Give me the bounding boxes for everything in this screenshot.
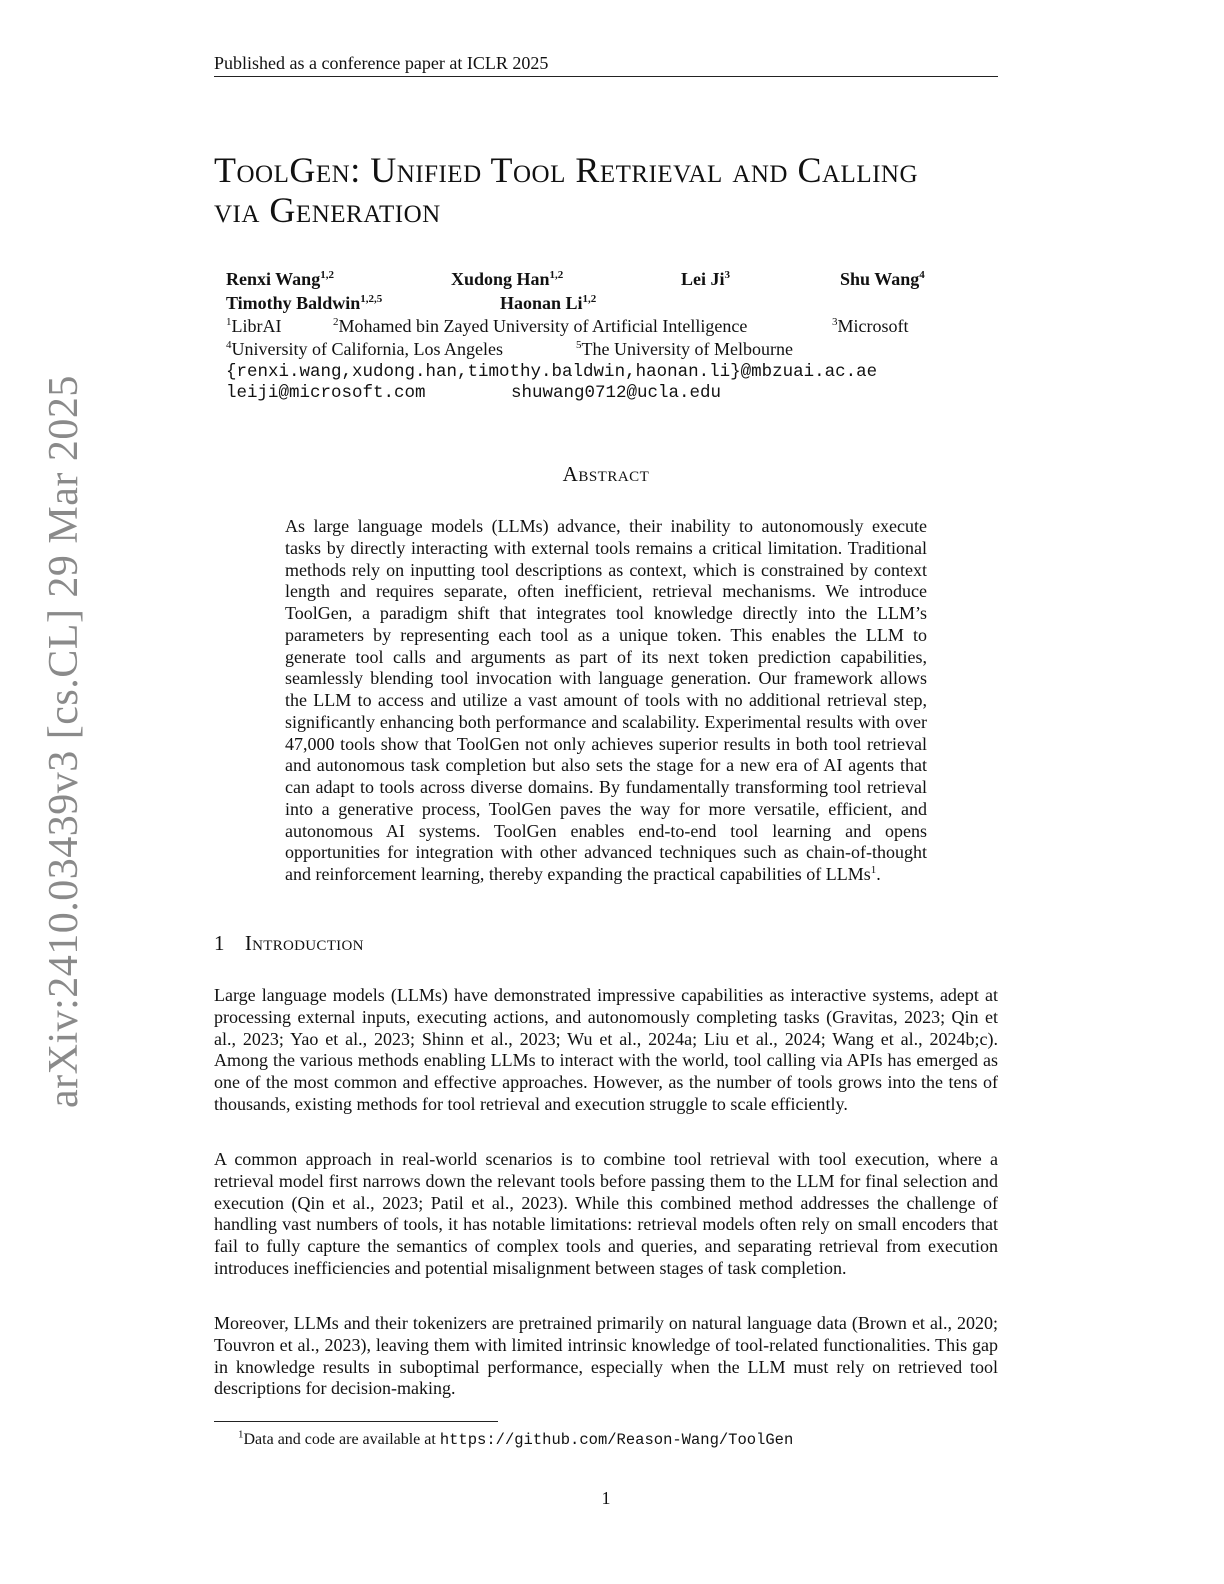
arxiv-identifier: arXiv:2410.03439v3 [cs.CL] 29 Mar 2025	[41, 375, 87, 1108]
running-header: Published as a conference paper at ICLR 2025	[214, 52, 998, 77]
author-renxi-wang: Renxi Wang$^{1,2}$	[226, 269, 334, 289]
page-number: 1	[601, 1488, 611, 1508]
author-timothy-baldwin: Timothy Baldwin$^{1,2,5}$	[226, 293, 383, 313]
footnote: $^1$Data and code are available at https://github.com/Reason-Wang/ToolGen	[238, 1428, 794, 1449]
intro-paragraph-3: Moreover, LLMs and their tokenizers are pretrained primarily on natural language data (Brown et al., 2020; Touvron et al., 2023), leaving them with limited intrinsic knowledge of tool-related functionalities. This gap in knowledge results in suboptimal performance, especially when the LLM must rely on retrieved tool descriptions for decision-making.	[214, 1313, 998, 1399]
affiliation-3: $^3$Microsoft	[832, 316, 909, 336]
section-number: 1	[214, 931, 225, 955]
footnote-rule	[214, 1421, 498, 1422]
author-haonan-li: Haonan Li$^{1,2}$	[500, 293, 597, 313]
affiliation-1: $^1$LibrAI	[226, 316, 282, 336]
author-lei-ji: Lei Ji$^3$	[681, 269, 730, 289]
author-shu-wang: Shu Wang$^4$	[840, 269, 925, 289]
affiliation-4: $^4$University of California, Los Angeles	[226, 339, 503, 359]
abstract-heading: Abstract	[562, 462, 650, 486]
paper-title	[214, 150, 1014, 230]
email-mbzuai: {renxi.wang,xudong.han,timothy.baldwin,haonan.li}@mbzuai.ac.ae	[226, 362, 878, 382]
abstract-body: As large language models (LLMs) advance, their inability to autonomously execute tasks by directly interacting with external tools remains a critical limitation. Traditional methods rely on inputting tool descriptions as context, which is constrained by context length and requires separate, often inefficient, retrieval mechanisms. We introduce ToolGen, a paradigm shift that integrates tool knowledge directly into the LLM’s parameters by representing each tool as a unique token. This enables the LLM to generate tool calls and arguments as part of its next token prediction capabilities, seamlessly blending tool invocation with language generation. Our framework allows the LLM to access and utilize a vast amount of tools with no additional retrieval step, significantly enhancing both performance and scalability. Experimental results with over 47,000 tools show that ToolGen not only achieves superior results in both tool retrieval and autonomous task completion but also sets the stage for a new era of AI agents that can adapt to tools across diverse domains. By fundamentally transforming tool retrieval into a generative process, ToolGen paves the way for more versatile, efficient, and autonomous AI systems. ToolGen enables end-to-end tool learning and opens opportunities for integration with other advanced techniques such as chain-of-thought and reinforcement learning, thereby expanding the practical capabilities of LLMs$^1$.	[285, 516, 927, 884]
author-xudong-han: Xudong Han$^{1,2}$	[451, 269, 564, 289]
title-line-2: via Generation	[214, 190, 441, 230]
section-heading-introduction	[214, 931, 364, 956]
intro-paragraph-2: A common approach in real-world scenarios is to combine tool retrieval with tool execution, where a retrieval model first narrows down the relevant tools before passing them to the LLM for final selection and execution (Qin et al., 2023; Patil et al., 2023). While this combined method addresses the challenge of handling vast numbers of tools, it has notable limitations: retrieval models often rely on small encoders that fail to fully capture the semantics of complex tools and queries, and separating retrieval from execution introduces inefficiencies and potential misalignment between stages of task completion.	[214, 1149, 998, 1278]
title-line-1: ToolGen: Unified Tool Retrieval and Calling	[214, 150, 919, 190]
email-lei-ji: leiji@microsoft.com	[226, 383, 426, 403]
affiliation-5: $^5$The University of Melbourne	[576, 339, 793, 359]
footnote-mark: 1	[870, 864, 877, 876]
intro-paragraph-1: Large language models (LLMs) have demonstrated impressive capabilities as interactive systems, adept at processing external inputs, executing actions, and autonomously completing tasks (Gravitas, 2023; Qin et al., 2023; Yao et al., 2023; Shinn et al., 2023; Wu et al., 2024a; Liu et al., 2024; Wang et al., 2024b;c). Among the various methods enabling LLMs to interact with the world, tool calling via APIs has emerged as one of the most common and effective approaches. However, as the number of tools grows into the tens of thousands, existing methods for tool retrieval and execution struggle to scale efficiently.	[214, 985, 998, 1114]
code-repository-link[interactable]: https://github.com/Reason-Wang/ToolGen	[439, 1431, 794, 1449]
section-title: Introduction	[244, 931, 364, 955]
email-shu-wang: shuwang0712@ucla.edu	[511, 383, 722, 403]
affiliation-2: $^2$Mohamed bin Zayed University of Artificial Intelligence	[333, 316, 748, 336]
